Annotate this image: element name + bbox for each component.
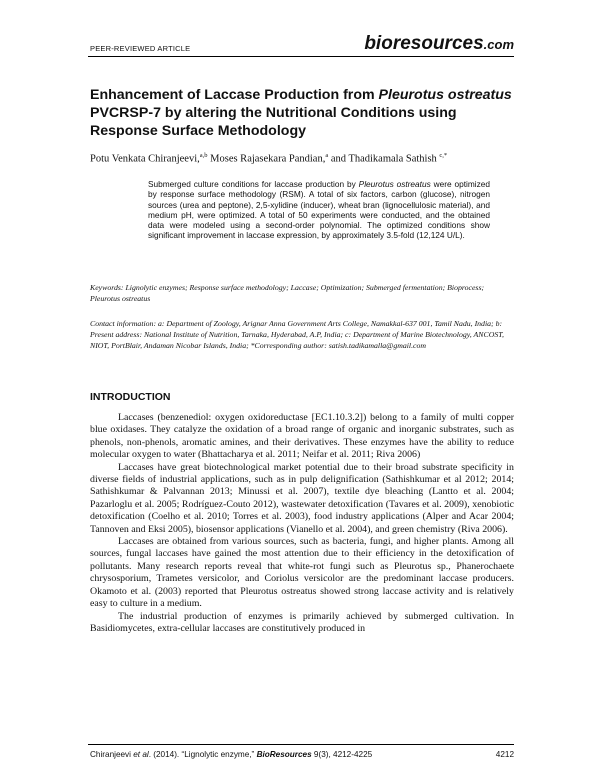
abstract bbox=[148, 179, 490, 241]
keywords: Keywords: Lignolytic enzymes; Response surface methodology; Laccase; Optimization; Submerged fermentation; Bioprocess; Pleurotus ostreatus bbox=[90, 283, 485, 303]
paragraph-3: Laccases are obtained from various sources, such as bacteria, fungi, and higher plants. Among all sources, fungal laccases have gained the most attention due to their efficiency in the detoxification of pollutants. Many research reports reveal that white-rot fungi such as Pleurotus sp., Phanerochaete chrysosporium, Trametes versicolor, and Coriolus versicolor are the predominant laccase producers. Okamoto et al. (2003) reported that Pleurotus ostreatus showed strong laccase activity and is relatively easy to culture in a medium. bbox=[90, 536, 514, 610]
title-species: Pleurotus ostreatus bbox=[378, 87, 512, 103]
peer-reviewed-label: PEER-REVIEWED ARTICLE bbox=[90, 44, 191, 53]
abstract-text-2: were optimized by response surface methodology (RSM). A total of six factors, carbon (glucose), nitrogen sources (urea and peptone), 2,5-xylidine (inducer), wheat bran (lignocellulosic material), and medium pH, were optimized. A total of 50 experiments were conducted, and the obtained data were modeled using a second-order polynomial. The optimized conditions show significant improvement in laccase expression, by approximately 3.5-fold (12,124 U/L). bbox=[148, 179, 490, 241]
footer-etal: et al bbox=[133, 750, 149, 759]
abstract-text-1: Submerged culture conditions for laccase production by bbox=[148, 179, 359, 189]
footer-divider bbox=[88, 744, 514, 745]
section-heading-introduction: INTRODUCTION bbox=[90, 391, 171, 403]
abstract-species: Pleurotus ostreatus bbox=[358, 179, 431, 189]
title-text-1: Enhancement of Laccase Production from bbox=[90, 87, 379, 103]
author-3: and Thadikamala Sathish bbox=[328, 153, 440, 165]
footer-journal: BioResources bbox=[256, 750, 312, 759]
paragraph-4: The industrial production of enzymes is primarily achieved by submerged cultivation. In Basidiomycetes, extra-cellular laccases are constitutively produced in bbox=[90, 610, 514, 634]
paragraph-2: Laccases have great biotechnological market potential due to their broad substrate specificity in diverse fields of industrial applications, such as in pulp delignification (Sathishkumar et al 2012; 2014; Sathishkumar & Palvannan 2013; Minussi et al. 2007), textile dye bleaching (Lantto et al. 2004; Pazarloglu et al. 2005; Rodríguez-Couto 2012), wastewater detoxification (Tavares et al. 2009), xenobiotic detoxification (Coelho et al. 2010; Torres et al. 2003), food industry applications (Alper and Acar 2004; Tannoven and Eksi 2005), biosensor applications (Vianello et al. 2004), and green chemistry (Riva 2006). bbox=[90, 461, 514, 535]
introduction-body bbox=[90, 412, 514, 635]
footer-volume: 9(3), 4212-4225 bbox=[311, 750, 373, 759]
header-divider bbox=[88, 56, 514, 57]
article-title bbox=[90, 86, 520, 140]
author-3-affiliation: c,* bbox=[439, 152, 448, 159]
brand-main: bioresources bbox=[364, 33, 484, 54]
author-1: Potu Venkata Chiranjeevi, bbox=[90, 153, 200, 165]
page-number: 4212 bbox=[495, 750, 514, 759]
contact-information: Contact information: a: Department of Zoology, Arignar Anna Government Arts College, Namakkal-637 001, Tamil Nadu, India; b: Present address: National Institute of Nutrition, Tarnaka, Hyderabad, A.P, India; c: Department of Marine Biotechnology, ANCOST, NIOT, PortBlair, Andaman Nicobar Islands, India; *Corresponding author: satish.tadikamalla@gmail.com bbox=[90, 319, 504, 350]
footer-citation bbox=[90, 750, 372, 759]
paragraph-1: Laccases (benzenediol: oxygen oxidoreductase [EC1.10.3.2]) belong to a family of multi copper blue oxidases. They catalyze the oxidation of a broad range of organic and inorganic substrates, such as phenols, non-phenols, aromatic amines, and their derivatives. These enzymes have the ability to reduce molecular oxygen to water (Bhattacharya et al. 2011; Neifar et al. 2011; Riva 2006) bbox=[90, 412, 514, 461]
brand-suffix: .com bbox=[483, 37, 514, 52]
author-1-affiliation: a,b bbox=[199, 152, 208, 159]
author-list bbox=[90, 152, 520, 165]
footer-title: . (2014). “Lignolytic enzyme,” bbox=[148, 750, 257, 759]
footer-author: Chiranjeevi bbox=[90, 750, 134, 759]
author-2: Moses Rajasekara Pandian, bbox=[207, 153, 326, 165]
author-2-affiliation: a bbox=[325, 152, 329, 159]
bioresources-logo[interactable] bbox=[364, 33, 514, 55]
title-text-2: PVCRSP-7 by altering the Nutritional Conditions using Response Surface Methodology bbox=[90, 105, 457, 139]
